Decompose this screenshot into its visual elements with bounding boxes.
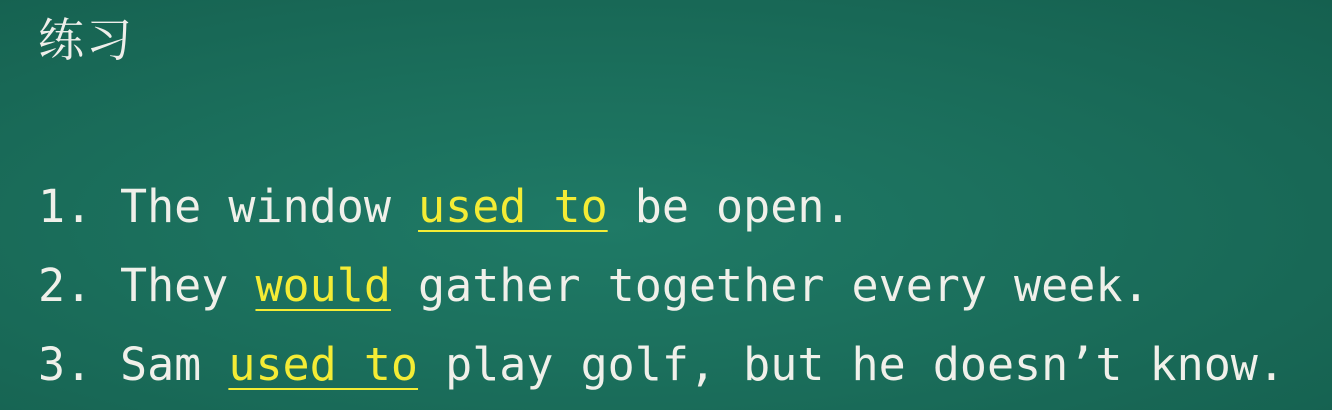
exercise-item-2 bbox=[38, 253, 1285, 332]
item-text-before: Sam bbox=[120, 338, 229, 391]
item-text-after: play golf, but he doesn’t know. bbox=[418, 338, 1285, 391]
highlighted-phrase: would bbox=[255, 259, 391, 312]
exercise-list bbox=[38, 174, 1285, 410]
item-text-after: be open. bbox=[607, 180, 852, 233]
exercise-item-3 bbox=[38, 332, 1285, 410]
highlighted-phrase: used to bbox=[228, 338, 419, 391]
item-text-before: They bbox=[120, 259, 256, 312]
highlighted-phrase: used to bbox=[418, 180, 608, 233]
slide-title: 练习 bbox=[38, 13, 134, 67]
item-number: 1. bbox=[38, 180, 93, 233]
item-text-before: The window bbox=[120, 180, 419, 233]
exercise-item-1 bbox=[38, 174, 1285, 253]
item-text-after: gather together every week. bbox=[390, 259, 1150, 312]
item-number: 2. bbox=[38, 259, 93, 312]
item-number: 3. bbox=[38, 338, 93, 391]
